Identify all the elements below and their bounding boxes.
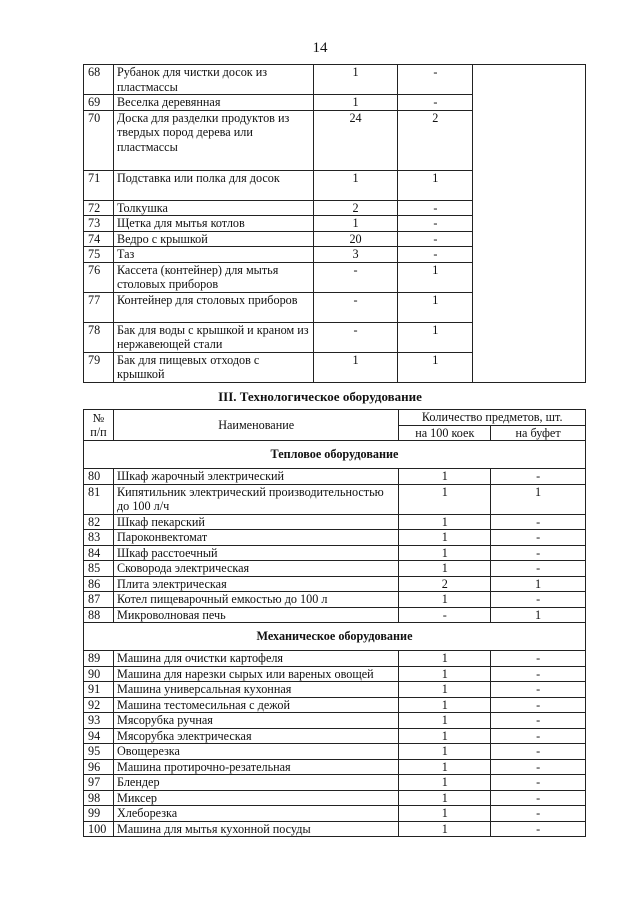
qty-buffet: 1 — [398, 352, 473, 382]
qty-buffet: - — [491, 713, 586, 729]
page-number: 14 — [312, 40, 328, 56]
item-name: Машина протирочно-резательная — [113, 759, 398, 775]
row-number: 82 — [84, 514, 114, 530]
qty-buffet: - — [398, 200, 473, 216]
qty-buffet: - — [491, 561, 586, 577]
qty-buffet: - — [491, 728, 586, 744]
group-row — [84, 623, 586, 651]
qty-per-100-beds: 1 — [399, 728, 491, 744]
item-name: Пароконвектомат — [113, 530, 398, 546]
row-number: 71 — [84, 170, 114, 200]
row-number: 98 — [84, 790, 114, 806]
row-number: 79 — [84, 352, 114, 382]
row-number: 80 — [84, 469, 114, 485]
qty-per-100-beds: 1 — [313, 170, 398, 200]
row-number: 92 — [84, 697, 114, 713]
row-number: 83 — [84, 530, 114, 546]
qty-per-100-beds: 1 — [399, 806, 491, 822]
qty-per-100-beds: 1 — [399, 682, 491, 698]
item-name: Миксер — [113, 790, 398, 806]
qty-per-100-beds: 1 — [399, 666, 491, 682]
table-row — [84, 607, 586, 623]
row-number: 91 — [84, 682, 114, 698]
qty-per-100-beds: 2 — [313, 200, 398, 216]
table-row — [84, 775, 586, 791]
qty-buffet: 1 — [398, 262, 473, 292]
qty-buffet: - — [491, 759, 586, 775]
table-row — [84, 666, 586, 682]
section-title: III. Технологическое оборудование — [218, 389, 422, 404]
qty-per-100-beds: 1 — [399, 775, 491, 791]
row-number: 76 — [84, 262, 114, 292]
table-row — [84, 713, 586, 729]
qty-per-100-beds: 1 — [313, 216, 398, 232]
qty-buffet: 2 — [398, 110, 473, 170]
header-buffet: на буфет — [491, 425, 586, 441]
row-number: 70 — [84, 110, 114, 170]
technological-equipment-table — [83, 409, 586, 837]
qty-buffet: - — [491, 821, 586, 837]
qty-per-100-beds: 1 — [399, 469, 491, 485]
table-row — [84, 744, 586, 760]
qty-buffet: - — [491, 545, 586, 561]
qty-per-100-beds: 1 — [399, 744, 491, 760]
table-row — [84, 697, 586, 713]
item-name: Щетка для мытья котлов — [113, 216, 313, 232]
row-number: 93 — [84, 713, 114, 729]
item-name: Шкаф расстоечный — [113, 545, 398, 561]
item-name: Контейнер для столовых приборов — [113, 292, 313, 322]
row-number: 99 — [84, 806, 114, 822]
header-quantity: Количество предметов, шт. — [399, 410, 586, 426]
item-name: Хлеборезка — [113, 806, 398, 822]
qty-per-100-beds: - — [313, 262, 398, 292]
qty-buffet: 1 — [398, 322, 473, 352]
row-number: 96 — [84, 759, 114, 775]
qty-per-100-beds: 1 — [313, 352, 398, 382]
row-number: 69 — [84, 95, 114, 111]
qty-per-100-beds: 1 — [399, 821, 491, 837]
qty-per-100-beds: 3 — [313, 247, 398, 263]
qty-per-100-beds: 1 — [399, 592, 491, 608]
header-number: № п/п — [84, 410, 114, 441]
row-number: 100 — [84, 821, 114, 837]
item-name: Машина для очистки картофеля — [113, 651, 398, 667]
table-row — [84, 469, 586, 485]
qty-per-100-beds: 1 — [399, 759, 491, 775]
qty-per-100-beds: 1 — [313, 65, 398, 95]
table-row — [84, 484, 586, 514]
qty-per-100-beds: 1 — [399, 530, 491, 546]
qty-buffet: - — [491, 666, 586, 682]
item-name: Бак для пищевых отходов с крышкой — [113, 352, 313, 382]
header-per-100-beds: на 100 коек — [399, 425, 491, 441]
empty-column — [473, 65, 586, 383]
qty-buffet: - — [398, 216, 473, 232]
qty-buffet: - — [491, 469, 586, 485]
qty-buffet: - — [398, 231, 473, 247]
qty-per-100-beds: 1 — [399, 651, 491, 667]
item-name: Шкаф пекарский — [113, 514, 398, 530]
item-name: Мясорубка электрическая — [113, 728, 398, 744]
qty-buffet: - — [491, 592, 586, 608]
table-row — [84, 65, 586, 95]
item-name: Овощерезка — [113, 744, 398, 760]
qty-buffet: - — [491, 790, 586, 806]
qty-buffet: - — [491, 744, 586, 760]
item-name: Машина тестомесильная с дежой — [113, 697, 398, 713]
header-name: Наименование — [113, 410, 398, 441]
row-number: 88 — [84, 607, 114, 623]
item-name: Машина для мытья кухонной посуды — [113, 821, 398, 837]
row-number: 77 — [84, 292, 114, 322]
qty-per-100-beds: 1 — [399, 484, 491, 514]
qty-per-100-beds: 1 — [399, 790, 491, 806]
table-row — [84, 576, 586, 592]
table-row — [84, 728, 586, 744]
row-number: 78 — [84, 322, 114, 352]
row-number: 72 — [84, 200, 114, 216]
item-name: Шкаф жарочный электрический — [113, 469, 398, 485]
qty-buffet: - — [491, 651, 586, 667]
item-name: Доска для разделки продуктов из твердых пород дерева или пластмассы — [113, 110, 313, 170]
table-row — [84, 514, 586, 530]
row-number: 89 — [84, 651, 114, 667]
row-number: 68 — [84, 65, 114, 95]
table-row — [84, 545, 586, 561]
equipment-table-continued — [83, 64, 586, 383]
row-number: 97 — [84, 775, 114, 791]
qty-buffet: - — [398, 95, 473, 111]
item-name: Кипятильник электрический производительностью до 100 л/ч — [113, 484, 398, 514]
qty-per-100-beds: 20 — [313, 231, 398, 247]
qty-buffet: - — [398, 247, 473, 263]
table-row — [84, 806, 586, 822]
table-row — [84, 821, 586, 837]
item-name: Бак для воды с крышкой и краном из нержавеющей стали — [113, 322, 313, 352]
row-number: 74 — [84, 231, 114, 247]
item-name: Толкушка — [113, 200, 313, 216]
item-name: Сковорода электрическая — [113, 561, 398, 577]
item-name: Подставка или полка для досок — [113, 170, 313, 200]
qty-buffet: 1 — [398, 170, 473, 200]
row-number: 84 — [84, 545, 114, 561]
item-name: Ведро с крышкой — [113, 231, 313, 247]
row-number: 87 — [84, 592, 114, 608]
row-number: 95 — [84, 744, 114, 760]
row-number: 73 — [84, 216, 114, 232]
item-name: Мясорубка ручная — [113, 713, 398, 729]
qty-buffet: 1 — [491, 484, 586, 514]
table-row — [84, 651, 586, 667]
qty-buffet: - — [491, 514, 586, 530]
qty-buffet: - — [398, 65, 473, 95]
item-name: Таз — [113, 247, 313, 263]
row-number: 90 — [84, 666, 114, 682]
row-number: 75 — [84, 247, 114, 263]
qty-per-100-beds: 2 — [399, 576, 491, 592]
qty-buffet: 1 — [491, 607, 586, 623]
table-row — [84, 759, 586, 775]
item-name: Машина универсальная кухонная — [113, 682, 398, 698]
qty-per-100-beds: - — [313, 292, 398, 322]
row-number: 81 — [84, 484, 114, 514]
qty-per-100-beds: 1 — [399, 514, 491, 530]
qty-per-100-beds: 24 — [313, 110, 398, 170]
qty-buffet: 1 — [398, 292, 473, 322]
item-name: Веселка деревянная — [113, 95, 313, 111]
table-row — [84, 561, 586, 577]
qty-buffet: - — [491, 806, 586, 822]
qty-per-100-beds: - — [399, 607, 491, 623]
qty-per-100-beds: 1 — [399, 697, 491, 713]
qty-per-100-beds: 1 — [399, 713, 491, 729]
row-number: 86 — [84, 576, 114, 592]
qty-per-100-beds: 1 — [399, 545, 491, 561]
table-row — [84, 682, 586, 698]
item-name: Котел пищеварочный емкостью до 100 л — [113, 592, 398, 608]
qty-buffet: - — [491, 697, 586, 713]
group-mechanical-equipment: Механическое оборудование — [84, 623, 586, 651]
group-thermal-equipment: Тепловое оборудование — [84, 441, 586, 469]
item-name: Микроволновая печь — [113, 607, 398, 623]
qty-per-100-beds: - — [313, 322, 398, 352]
table-row — [84, 530, 586, 546]
qty-buffet: - — [491, 530, 586, 546]
qty-buffet: - — [491, 682, 586, 698]
table-row — [84, 592, 586, 608]
item-name: Блендер — [113, 775, 398, 791]
qty-per-100-beds: 1 — [313, 95, 398, 111]
item-name: Кассета (контейнер) для мытья столовых приборов — [113, 262, 313, 292]
qty-buffet: 1 — [491, 576, 586, 592]
row-number: 94 — [84, 728, 114, 744]
item-name: Плита электрическая — [113, 576, 398, 592]
table-row — [84, 790, 586, 806]
row-number: 85 — [84, 561, 114, 577]
item-name: Рубанок для чистки досок из пластмассы — [113, 65, 313, 95]
item-name: Машина для нарезки сырых или вареных овощей — [113, 666, 398, 682]
qty-per-100-beds: 1 — [399, 561, 491, 577]
qty-buffet: - — [491, 775, 586, 791]
group-row — [84, 441, 586, 469]
